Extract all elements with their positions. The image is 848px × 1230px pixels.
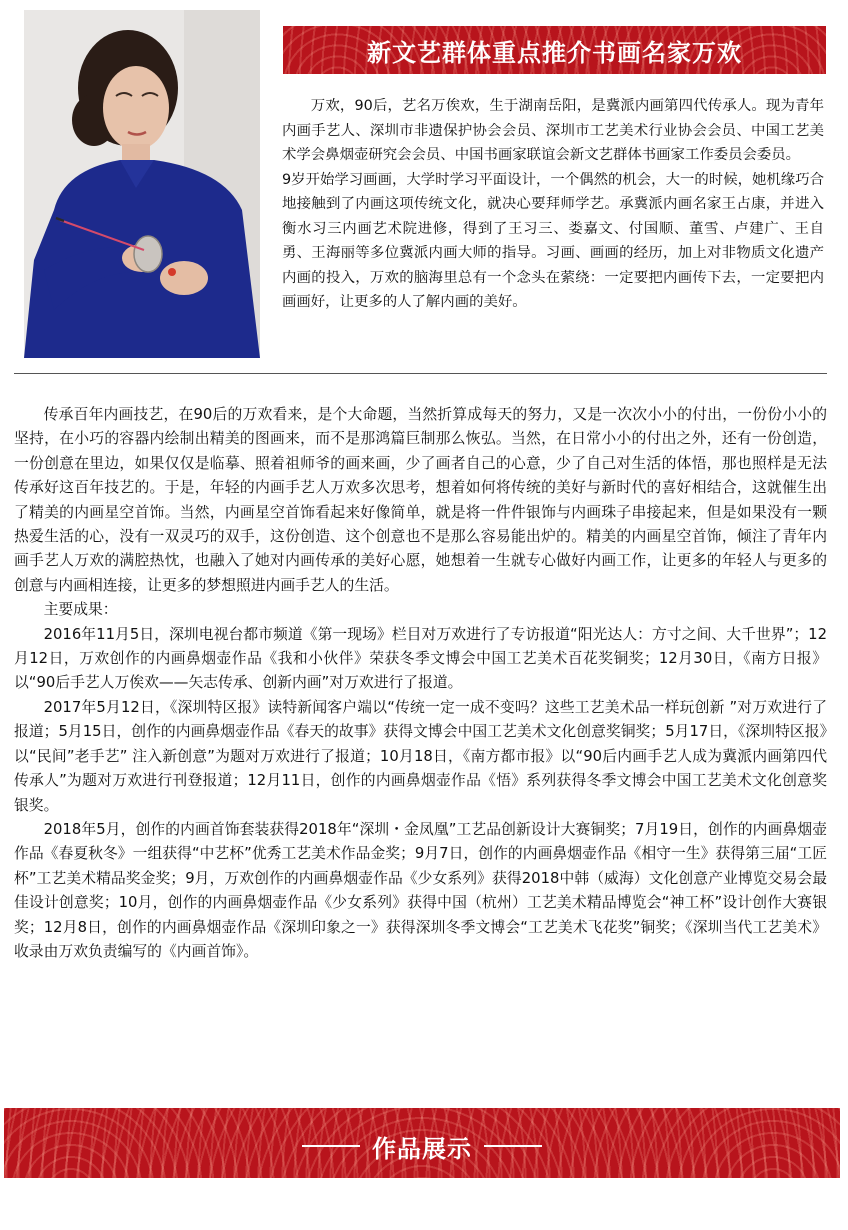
article-body bbox=[14, 403, 827, 964]
body-paragraph: 2018年5月，创作的内画首饰套装获得2018年“深圳・金凤凰”工艺品创新设计大赛铜奖；7月19日，创作的内画鼻烟壶作品《春夏秋冬》一组获得“中艺杯”优秀工艺美术作品金奖；9月7日，创作的内画鼻烟壶作品《相守一生》获得第三届“工匠杯”工艺美术精品奖金奖；9月，万欢创作的内画鼻烟壶作品《少女系列》获得2018中韩（威海）文化创意产业博览交易会最佳设计创意奖；10月，创作的内画鼻烟壶作品《少女系列》获得中国（杭州）工艺美术精品博览会“神工杯”设计创作大赛银奖；12月8日，创作的内画鼻烟壶作品《深圳印象之一》获得深圳冬季文博会“工艺美术飞花奖”铜奖；《深圳当代工艺美术》收录由万欢负责编写的《内画首饰》。 bbox=[14, 820, 827, 960]
intro-paragraph: 万欢，90后，艺名万俟欢，生于湖南岳阳，是冀派内画第四代传承人。现为青年内画手艺人、深圳市非遗保护协会会员、深圳市工艺美术行业协会会员、中国工艺美术学会鼻烟壶研究会会员、中国书画家联谊会新文艺群体书画家工作委员会委员。 bbox=[282, 98, 824, 163]
banner-title: 新文艺群体重点推介书画名家万欢 bbox=[367, 37, 742, 67]
works-banner-title: 作品展示 bbox=[372, 1133, 472, 1163]
body-paragraph: 2017年5月12日，《深圳特区报》读特新闻客户端以“传统一定一成不变吗？这些工艺美术品一样玩创新 ”对万欢进行了报道；5月15日，创作的内画鼻烟壶作品《春天的故事》获得文博会中国工艺美术文化创意奖铜奖；5月17日，《深圳特区报》以“民间”老手艺” 注入新创意”为题对万欢进行了报道；10月18日，《南方都市报》以“90后内画手艺人成为冀派内画第四代传承人”为题对万欢进行刊登报道；12月11日，创作的内画鼻烟壶作品《悟》系列获得冬季文博会中国工艺美术文化创意奖银奖。 bbox=[14, 698, 827, 814]
intro-paragraph: 9岁开始学习画画，大学时学习平面设计，一个偶然的机会，大一的时候，她机缘巧合地接触到了内画这项传统文化，就决心要拜师学艺。承冀派内画名家王占康，并进入衡水习三内画艺术院进修，得到了王习三、娄嘉文、付国顺、董雪、卢建广、王自勇、王海丽等多位冀派内画大师的指导。习画、画画的经历，加上对非物质文化遗产内画的投入，万欢的脑海里总有一个念头在萦绕：一定要把内画传下去，一定要把内画画好，让更多的人了解内画的美好。 bbox=[282, 171, 824, 310]
title-dash-left bbox=[302, 1145, 360, 1147]
section-divider bbox=[14, 373, 827, 374]
title-dash-right bbox=[484, 1145, 542, 1147]
title-banner bbox=[283, 26, 826, 74]
body-paragraph: 2016年11月5日，深圳电视台都市频道《第一现场》栏目对万欢进行了专访报道“阳光达人：方寸之间、大千世界”；12月12日，万欢创作的内画鼻烟壶作品《我和小伙伴》荣获冬季文博会中国工艺美术百花奖铜奖；12月30日，《南方日报》以“90后手艺人万俟欢——矢志传承、创新内画”对万欢进行了报道。 bbox=[14, 625, 827, 692]
body-paragraph: 传承百年内画技艺，在90后的万欢看来，是个大命题，当然折算成每天的努力，又是一次次小小的付出，一份份小小的坚持，在小巧的容器内绘制出精美的图画来，而不是那鸿篇巨制那么恢弘。当然，在日常小小的付出之外，还有一份创造，一份创意在里边，如果仅仅是临摹、照着祖师爷的画来画，少了画者自己的心意，少了自己对生活的体悟，那也照样是无法传承好这百年技艺的。于是，年轻的内画手艺人万欢多次思考，想着如何将传统的美好与新时代的喜好相结合，这就催生出了精美的内画星空首饰。当然，内画星空首饰看起来好像简单，就是将一件件银饰与内画珠子串接起来，但是如果没有一颗热爱生活的心，没有一双灵巧的双手，这份创造、这个创意也不是那么容易能出炉的。精美的内画星空首饰，倾注了青年内画手艺人万欢的满腔热忱，也融入了她对内画传承的美好心愿，她想着一生就专心做好内画工作，让更多的年轻人与更多的创意与内画相连接，让更多的梦想照进内画手艺人的生活。 bbox=[14, 406, 827, 594]
achievements-heading: 主要成果： bbox=[43, 601, 118, 619]
intro-text bbox=[282, 94, 824, 315]
works-banner bbox=[4, 1108, 840, 1178]
portrait-illustration bbox=[24, 10, 260, 358]
portrait-photo bbox=[24, 10, 260, 358]
